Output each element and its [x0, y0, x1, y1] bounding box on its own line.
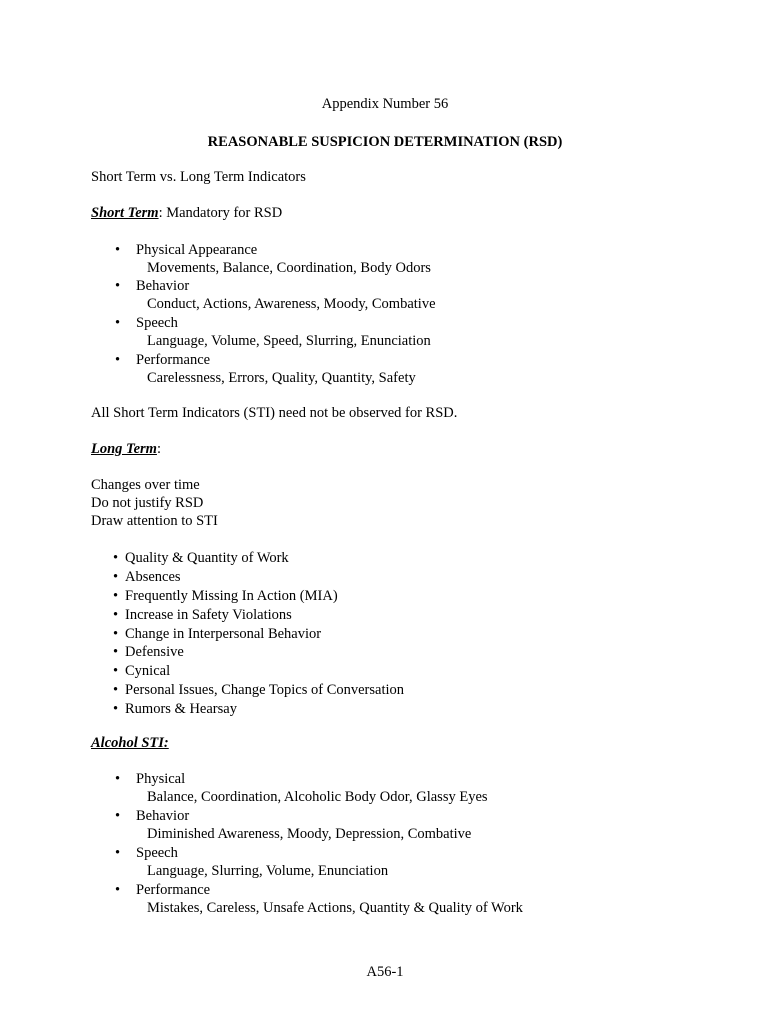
list-item: Speech	[136, 845, 178, 861]
list-item-detail: Conduct, Actions, Awareness, Moody, Combative	[147, 296, 436, 312]
list-item-detail: Carelessness, Errors, Quality, Quantity, Safety	[147, 370, 416, 386]
list-item: Defensive	[125, 644, 184, 660]
list-item: Cynical	[125, 663, 171, 679]
appendix-number: Appendix Number 56	[321, 96, 449, 112]
short-term-note: All Short Term Indicators (STI) need not be observed for RSD.	[91, 405, 458, 421]
long-term-line: Do not justify RSD	[91, 495, 204, 511]
short-term-heading-label: Short Term	[91, 205, 159, 221]
list-item: Behavior	[136, 278, 190, 294]
list-item: Physical Appearance	[136, 242, 258, 258]
bullet-icon: •	[113, 701, 119, 717]
bullet-icon: •	[115, 808, 121, 824]
bullet-icon: •	[115, 352, 121, 368]
list-item: Absences	[125, 569, 181, 585]
document-subtitle: Short Term vs. Long Term Indicators	[91, 169, 306, 185]
page-footer: A56-1	[366, 964, 404, 980]
bullet-icon: •	[113, 663, 119, 679]
bullet-icon: •	[115, 278, 121, 294]
long-term-line: Draw attention to STI	[91, 513, 218, 529]
list-item-detail: Language, Volume, Speed, Slurring, Enunciation	[147, 333, 431, 349]
list-item-detail: Mistakes, Careless, Unsafe Actions, Quantity & Quality of Work	[147, 900, 523, 916]
list-item: Personal Issues, Change Topics of Conversation	[125, 682, 405, 698]
alcohol-sti-heading: Alcohol STI:	[91, 735, 169, 751]
bullet-icon: •	[113, 607, 119, 623]
long-term-heading	[91, 440, 161, 458]
list-item-detail: Language, Slurring, Volume, Enunciation	[147, 863, 389, 879]
list-item: Physical	[136, 771, 186, 787]
list-item-detail: Balance, Coordination, Alcoholic Body Odor, Glassy Eyes	[147, 789, 488, 805]
list-item: Performance	[136, 352, 211, 368]
bullet-icon: •	[113, 626, 119, 642]
long-term-heading-rest: :	[156, 441, 161, 457]
list-item: Performance	[136, 882, 211, 898]
bullet-icon: •	[113, 682, 119, 698]
short-term-heading-rest: : Mandatory for RSD	[158, 205, 283, 221]
bullet-icon: •	[115, 315, 121, 331]
bullet-icon: •	[115, 771, 121, 787]
bullet-icon: •	[115, 242, 121, 258]
list-item: Increase in Safety Violations	[125, 607, 292, 623]
bullet-icon: •	[115, 882, 121, 898]
short-term-heading	[91, 204, 282, 222]
list-item: Quality & Quantity of Work	[125, 550, 289, 566]
bullet-icon: •	[113, 644, 119, 660]
list-item-detail: Movements, Balance, Coordination, Body Odors	[147, 260, 431, 276]
long-term-line: Changes over time	[91, 477, 200, 493]
long-term-heading-label: Long Term	[91, 441, 157, 457]
list-item: Speech	[136, 315, 178, 331]
list-item: Frequently Missing In Action (MIA)	[125, 588, 338, 604]
bullet-icon: •	[113, 588, 119, 604]
list-item: Rumors & Hearsay	[125, 701, 237, 717]
bullet-icon: •	[115, 845, 121, 861]
bullet-icon: •	[113, 550, 119, 566]
list-item: Change in Interpersonal Behavior	[125, 626, 322, 642]
list-item-detail: Diminished Awareness, Moody, Depression, Combative	[147, 826, 472, 842]
bullet-icon: •	[113, 569, 119, 585]
list-item: Behavior	[136, 808, 190, 824]
document-title: REASONABLE SUSPICION DETERMINATION (RSD)	[207, 134, 563, 150]
